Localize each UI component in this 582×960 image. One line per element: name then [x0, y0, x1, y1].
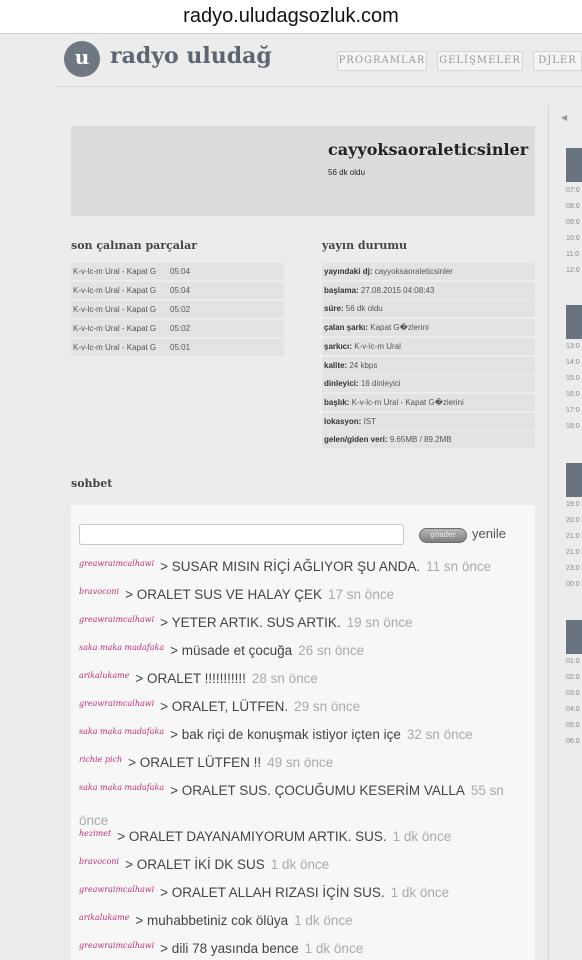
status-row [322, 375, 535, 392]
site [0, 35, 582, 960]
track-title: K-v-lc-m Ural - Kapat G [73, 343, 157, 352]
status-row [322, 394, 535, 411]
chat-time: 1 dk önce [390, 885, 450, 900]
chat-username[interactable]: saka maka madafaka [79, 727, 165, 736]
recent-track-row [71, 282, 284, 299]
status-row [322, 300, 535, 317]
status-row [322, 431, 535, 448]
status-value: K-v-lc-m Ural [354, 341, 401, 351]
status-label: çalan şarkı: [324, 323, 369, 333]
chat-text: > ORALET ALLAH RIZASI İÇİN SUS. [160, 885, 385, 900]
schedule-time: 21:0 [566, 549, 580, 556]
url-text: radyo.uludagsozluk.com [183, 5, 399, 27]
chat-time: 26 sn önce [298, 643, 365, 658]
chat-username[interactable]: arikalukame [79, 671, 130, 680]
schedule-time: 04:0 [566, 706, 580, 713]
chat-time: 11 sn önce [426, 559, 492, 574]
chat-time: 1 dk önce [294, 913, 353, 928]
recent-track-row [71, 301, 284, 318]
site-logo-text[interactable]: radyo uludağ [110, 43, 272, 69]
schedule-time: 19:0 [566, 501, 580, 508]
broadcast-status-heading: yayın durumu [322, 239, 408, 252]
schedule-time: 12:0 [566, 267, 580, 274]
schedule-time: 20:0 [566, 517, 580, 524]
track-duration: 05:02 [170, 305, 191, 314]
status-label: dinleyici: [324, 379, 359, 389]
chat-time: 19 sn önce [346, 615, 413, 630]
schedule-time: 10:0 [566, 235, 580, 242]
status-label: süre: [324, 304, 344, 314]
chat-username[interactable]: bravoconi [79, 587, 120, 596]
chat-time: 32 sn önce [406, 727, 473, 742]
schedule-time: 23:0 [566, 565, 580, 572]
status-row [322, 413, 535, 430]
chat-message [79, 553, 529, 583]
chat-time: 1 dk önce [304, 941, 364, 956]
chat-text: > ORALET DAYANAMIYORUM ARTIK. SUS. [117, 829, 387, 844]
status-value: 24 kbps [349, 360, 378, 370]
chat-time: 55 sn önce [79, 783, 504, 828]
chat-message [79, 665, 529, 695]
track-duration: 05:04 [170, 286, 191, 295]
status-label: başlık: [324, 397, 350, 407]
chat-message [79, 749, 529, 779]
chat-message [79, 637, 529, 667]
status-label: lokasyon: [324, 416, 362, 426]
chat-message [79, 693, 529, 723]
schedule-time: 02:0 [566, 674, 580, 681]
schedule-block[interactable] [566, 148, 582, 182]
nav-gelismeler[interactable]: GELİŞMELER [437, 51, 523, 71]
schedule-time: 07:0 [566, 187, 580, 194]
chat-message [79, 609, 529, 639]
track-title: K-v-lc-m Ural - Kapat G [73, 324, 157, 333]
nav-programlar[interactable]: PROGRAMLAR [337, 51, 427, 71]
chat-message [79, 851, 529, 881]
schedule-time: 13:0 [566, 343, 580, 350]
send-button[interactable]: gönder [419, 528, 467, 543]
schedule-time: 11:0 [566, 251, 580, 258]
browser-address-bar[interactable] [0, 0, 582, 34]
status-value: IST [363, 416, 377, 426]
status-value: 56 dk oldu [345, 304, 383, 314]
chat-username[interactable]: greawraimcalhawi [79, 885, 155, 894]
status-row [322, 319, 535, 336]
status-label: başlama: [324, 285, 359, 295]
schedule-time: 00:0 [566, 581, 580, 588]
recent-track-row [71, 339, 284, 356]
chat-username[interactable]: richie pich [79, 755, 123, 764]
schedule-block[interactable] [566, 620, 582, 654]
chat-username[interactable]: saka maka madafaka [79, 643, 165, 652]
schedule-time: 15:0 [566, 375, 580, 382]
chat-text: > ORALET İKİ DK SUS [125, 857, 265, 872]
schedule-time: 17:0 [566, 407, 580, 414]
status-value: K-v-lc-m Ural - Kapat G�zlerini [351, 397, 464, 407]
schedule-time: 09:0 [566, 219, 580, 226]
status-label: kalite: [324, 360, 348, 370]
track-duration: 05:02 [170, 324, 191, 333]
chat-username[interactable]: bravoconi [79, 857, 120, 866]
collapse-arrow-icon[interactable]: ◀ [561, 113, 568, 122]
chat-text: > YETER ARTIK. SUS ARTIK. [160, 615, 341, 630]
chat-message-input[interactable] [79, 524, 404, 545]
chat-text: > müsade et çocuğa [170, 643, 293, 658]
schedule-time: 08:0 [566, 203, 580, 210]
schedule-time: 18:0 [566, 423, 580, 430]
refresh-link[interactable]: yenile [472, 526, 506, 541]
chat-text: > ORALET, LÜTFEN. [160, 699, 289, 714]
chat-time: 29 sn önce [294, 699, 361, 714]
schedule-time: 03:0 [566, 690, 580, 697]
schedule-time: 05:0 [566, 722, 580, 729]
current-dj-name: cayyoksaoraleticsinler [328, 140, 529, 159]
track-title: K-v-lc-m Ural - Kapat G [73, 305, 157, 314]
chat-text: > muhabbetiniz cok ölüya [135, 913, 289, 928]
status-row [322, 282, 535, 299]
status-row [322, 357, 535, 374]
site-header [56, 35, 582, 87]
schedule-block[interactable] [566, 305, 582, 339]
chat-text: > SUSAR MISIN RİÇİ AĞLIYOR ŞU ANDA. [160, 559, 421, 574]
schedule-block[interactable] [566, 463, 582, 497]
chat-heading: sohbet [71, 477, 113, 490]
chat-text: > bak riçi de konuşmak istiyor içten içe [170, 727, 401, 742]
chat-message [79, 721, 529, 751]
chat-username[interactable]: arikalukame [79, 913, 130, 922]
chat-text: > ORALET !!!!!!!!!!! [135, 671, 246, 686]
track-title: K-v-lc-m Ural - Kapat G [73, 267, 157, 276]
logo-icon[interactable]: u [64, 41, 100, 77]
chat-time: 1 dk önce [392, 829, 452, 844]
status-label: gelen/giden veri: [324, 435, 388, 445]
chat-time: 1 dk önce [270, 857, 330, 872]
chat-time: 49 sn önce [267, 755, 334, 770]
status-value: 9.65MB / 89.2MB [389, 435, 452, 445]
status-value: 16 dinleyici [360, 379, 401, 389]
status-label: şarkıcı: [324, 341, 353, 351]
chat-message [79, 935, 529, 960]
chat-message [79, 879, 529, 909]
chat-message [79, 823, 529, 853]
chat-username[interactable]: greawraimcalhawi [79, 941, 155, 950]
chat-username[interactable]: greawraimcalhawi [79, 615, 155, 624]
chat-text: > ORALET LÜTFEN !! [128, 755, 262, 770]
chat-username[interactable]: greawraimcalhawi [79, 559, 155, 568]
chat-message [79, 907, 529, 937]
status-row [322, 263, 535, 280]
status-label: yayındaki dj: [324, 267, 373, 276]
track-duration: 05:04 [170, 267, 191, 276]
schedule-time: 16:0 [566, 391, 580, 398]
chat-panel [71, 505, 535, 960]
chat-text: > ORALET SUS. ÇOCUĞUMU KESERİM VALLA [170, 783, 465, 798]
current-dj-elapsed: 56 dk oldu [328, 168, 365, 177]
schedule-time: 06:0 [566, 738, 580, 745]
schedule-time: 21:0 [566, 533, 580, 540]
chat-username[interactable]: saka maka madafaka [79, 783, 165, 792]
nav-djler[interactable]: DJLER [533, 51, 582, 71]
schedule-time: 14:0 [566, 359, 580, 366]
schedule-time: 01:0 [566, 658, 580, 665]
status-value: cayyoksaoraleticsinler [374, 267, 453, 276]
chat-time: 17 sn önce [328, 587, 395, 602]
status-row [322, 338, 535, 355]
status-value: 27.08.2015 04:08:43 [360, 285, 435, 295]
chat-message [79, 581, 529, 611]
chat-username[interactable]: greawraimcalhawi [79, 699, 155, 708]
track-title: K-v-lc-m Ural - Kapat G [73, 286, 157, 295]
recent-tracks-heading: son çalınan parçalar [71, 239, 198, 252]
schedule-divider [548, 105, 549, 960]
track-duration: 05:01 [170, 343, 191, 352]
now-playing-panel [71, 126, 535, 216]
chat-text: > dili 78 yasında bence [160, 941, 299, 956]
chat-text: > ORALET SUS VE HALAY ÇEK [125, 587, 323, 602]
chat-time: 28 sn önce [251, 671, 318, 686]
recent-track-row [71, 263, 284, 280]
recent-track-row [71, 320, 284, 337]
status-value: Kapat G�zlerini [370, 323, 429, 333]
chat-username[interactable]: hezimet [79, 829, 112, 838]
